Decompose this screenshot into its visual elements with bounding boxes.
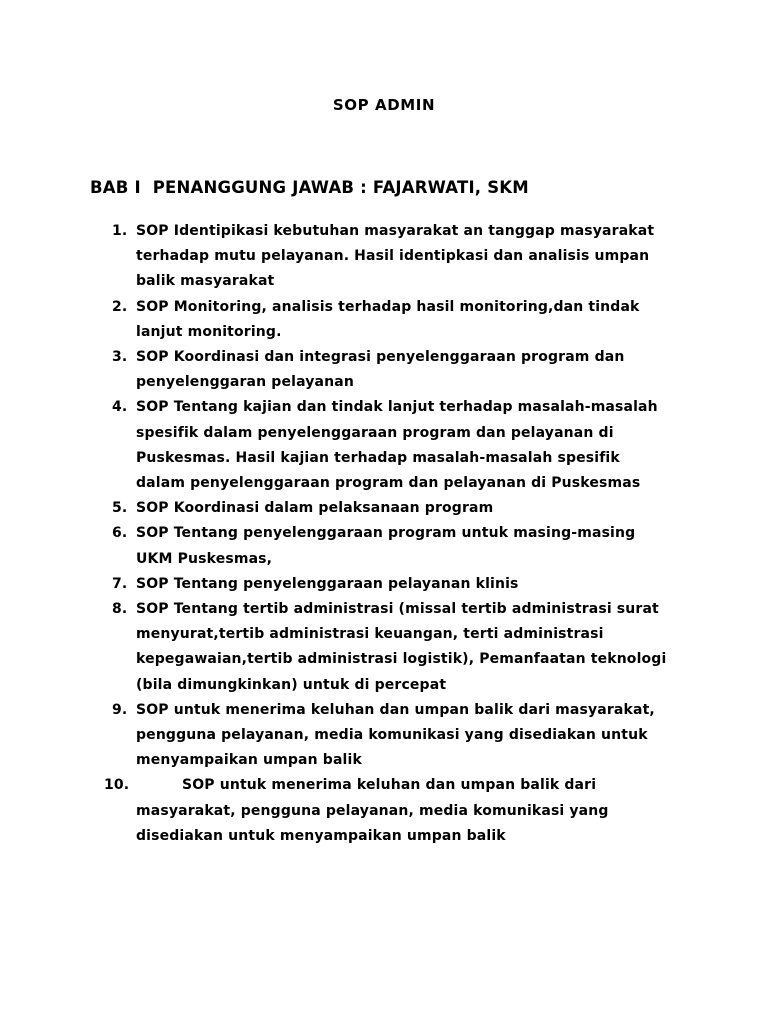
item-text-line: spesifik dalam penyelenggaraan program dan pelayanan di (136, 424, 614, 441)
item-number: 2. (112, 298, 128, 315)
list-item (0, 219, 676, 295)
sop-list (0, 219, 676, 849)
item-text-line: menyurat,tertib administrasi keuangan, terti administrasi (136, 626, 604, 643)
item-text-line: SOP Identipikasi kebutuhan masyarakat an tanggap masyarakat (136, 223, 655, 239)
item-text-line: menyampaikan umpan balik (136, 752, 362, 769)
item-number: 10. (104, 777, 130, 794)
list-item (0, 345, 676, 395)
item-text-line: penyelenggaran pelayanan (136, 374, 354, 391)
item-text-line: SOP Tentang penyelenggaraan pelayanan klinis (136, 575, 519, 592)
item-text-line: balik masyarakat (136, 273, 275, 290)
item-text-line: pengguna pelayanan, media komunikasi yang disediakan untuk (136, 727, 648, 744)
item-text-line: UKM Puskesmas, (136, 550, 273, 567)
list-item (0, 496, 676, 521)
item-text-line: disediakan untuk menyampaikan umpan balik (136, 827, 506, 844)
item-text-line: SOP Monitoring, analisis terhadap hasil monitoring,dan tindak (136, 298, 640, 315)
item-text-line: dalam penyelenggaraan program dan pelayanan di Puskesmas (136, 475, 641, 492)
item-text-line (136, 773, 676, 798)
item-text-line: SOP Tentang kajian dan tindak lanjut terhadap masalah-masalah (136, 399, 658, 416)
item-text-line: terhadap mutu pelayanan. Hasil identipkasi dan analisis umpan (136, 248, 650, 265)
item-text-line: Puskesmas. Hasil kajian terhadap masalah-masalah spesifik (136, 449, 620, 466)
list-item (0, 395, 676, 496)
item-number: 3. (112, 349, 128, 366)
list-item (0, 295, 676, 345)
item-text-line: SOP Koordinasi dan integrasi penyelenggaraan program dan (136, 349, 625, 366)
item-text-line: (bila dimungkinkan) untuk di percepat (136, 676, 447, 693)
document-title: SOP ADMIN (332, 96, 436, 114)
item-text-line: SOP Koordinasi dalam pelaksanaan program (136, 500, 494, 517)
list-item (0, 597, 676, 698)
item-number: 7. (112, 575, 128, 592)
item-number: 8. (112, 601, 128, 618)
list-item (0, 572, 676, 597)
item-text-line: SOP Tentang penyelenggaraan program untuk masing-masing (136, 525, 636, 542)
item-text-line: SOP Tentang tertib administrasi (missal tertib administrasi surat (136, 601, 659, 618)
item-text-line: SOP untuk menerima keluhan dan umpan balik dari masyarakat, (136, 701, 655, 718)
list-item (0, 773, 676, 849)
item-text-line: kepegawaian,tertib administrasi logistik), Pemanfaatan teknologi (136, 651, 667, 668)
item-number: 5. (112, 500, 128, 517)
list-item (0, 698, 676, 774)
item-number: 1. (112, 223, 128, 239)
item-text-segment: SOP untuk menerima keluhan dan umpan balik dari (182, 777, 597, 794)
list-item (0, 521, 676, 571)
item-number: 9. (112, 701, 128, 718)
chapter-heading: BAB I PENANGGUNG JAWAB : FAJARWATI, SKM (90, 178, 529, 197)
item-number: 4. (112, 399, 128, 416)
item-text-line: lanjut monitoring. (136, 323, 282, 340)
item-number: 6. (112, 525, 128, 542)
item-text-line: masyarakat, pengguna pelayanan, media komunikasi yang (136, 802, 609, 819)
